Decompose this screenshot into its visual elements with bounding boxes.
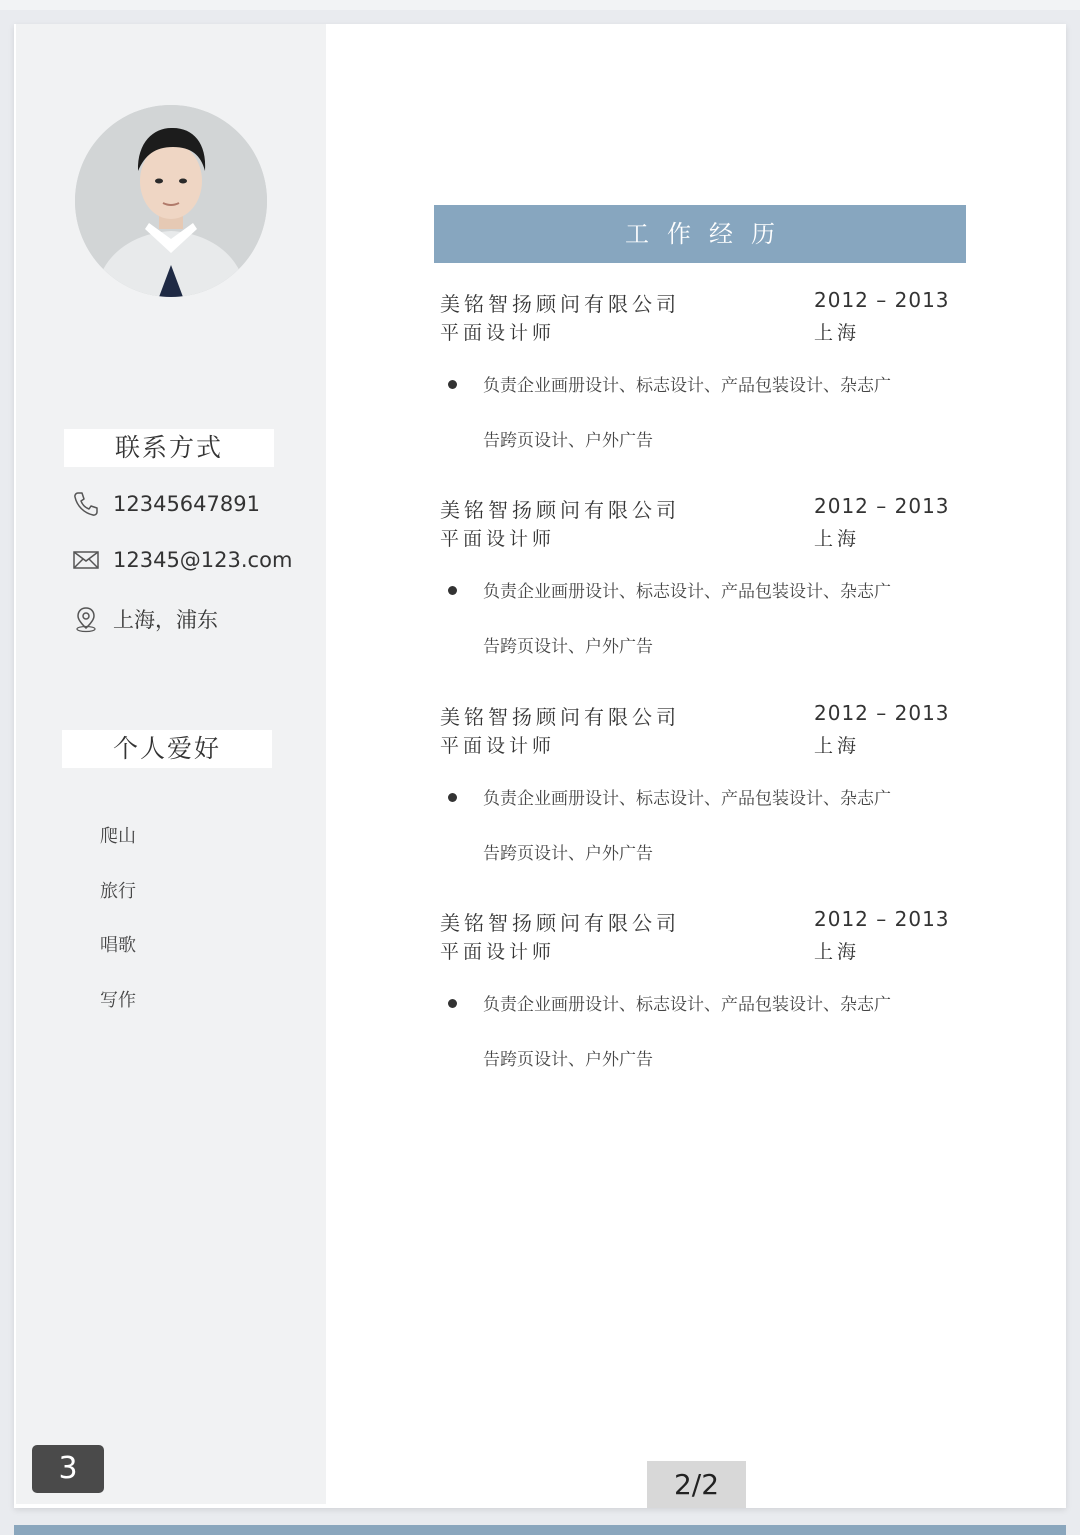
page-number-badge: 3 xyxy=(32,1445,104,1493)
resume-page xyxy=(14,24,1066,1508)
hobby-item: 写作 xyxy=(100,990,136,1011)
job-role: 平面设计师 xyxy=(440,735,556,757)
phone-icon xyxy=(71,489,101,519)
email-address: 12345@123.com xyxy=(113,548,293,572)
job-dates: 2012 – 2013 xyxy=(814,494,950,518)
hobby-item: 爬山 xyxy=(100,826,136,847)
job-role: 平面设计师 xyxy=(440,528,556,550)
company-name: 美铭智扬顾问有限公司 xyxy=(440,498,680,522)
bullet-dot xyxy=(448,793,457,802)
page-indicator[interactable]: 2/2 xyxy=(647,1461,746,1508)
job-entry xyxy=(440,907,960,1107)
job-city: 上海 xyxy=(814,322,861,344)
avatar-portrait xyxy=(75,105,267,297)
job-role: 平面设计师 xyxy=(440,322,556,344)
contact-phone xyxy=(71,489,260,519)
top-strip xyxy=(0,0,1080,10)
job-role: 平面设计师 xyxy=(440,941,556,963)
mail-icon xyxy=(71,545,101,575)
job-description-line: 告跨页设计、户外广告 xyxy=(483,431,653,451)
bullet-dot xyxy=(448,999,457,1008)
company-name: 美铭智扬顾问有限公司 xyxy=(440,705,680,729)
phone-number: 12345647891 xyxy=(113,492,260,516)
job-description-line: 告跨页设计、户外广告 xyxy=(483,637,653,657)
job-description-line: 负责企业画册设计、标志设计、产品包装设计、杂志广 xyxy=(483,995,891,1015)
company-name: 美铭智扬顾问有限公司 xyxy=(440,911,680,935)
hobbies-section-title: 个人爱好 xyxy=(62,730,272,768)
job-dates: 2012 – 2013 xyxy=(814,701,950,725)
avatar xyxy=(75,105,267,297)
job-dates: 2012 – 2013 xyxy=(814,907,950,931)
job-description-line: 告跨页设计、户外广告 xyxy=(483,1050,653,1070)
job-dates: 2012 – 2013 xyxy=(814,288,950,312)
job-description-line: 负责企业画册设计、标志设计、产品包装设计、杂志广 xyxy=(483,376,891,396)
contact-email xyxy=(71,545,292,575)
bullet-dot xyxy=(448,380,457,389)
location-text: 上海，浦东 xyxy=(113,608,218,632)
job-description-line: 负责企业画册设计、标志设计、产品包装设计、杂志广 xyxy=(483,582,891,602)
contact-section-title: 联系方式 xyxy=(64,429,274,467)
job-city: 上海 xyxy=(814,735,861,757)
job-description-line: 负责企业画册设计、标志设计、产品包装设计、杂志广 xyxy=(483,789,891,809)
job-city: 上海 xyxy=(814,941,861,963)
work-experience-title: 工作经历 xyxy=(434,205,966,263)
job-city: 上海 xyxy=(814,528,861,550)
location-icon xyxy=(71,604,101,634)
job-entry xyxy=(440,701,960,901)
hobby-item: 唱歌 xyxy=(100,935,136,956)
sidebar xyxy=(16,24,326,1504)
contact-location xyxy=(71,604,218,634)
job-entry xyxy=(440,494,960,694)
company-name: 美铭智扬顾问有限公司 xyxy=(440,292,680,316)
bottom-accent-strip xyxy=(14,1525,1066,1535)
bullet-dot xyxy=(448,586,457,595)
job-entry xyxy=(440,288,960,488)
job-description-line: 告跨页设计、户外广告 xyxy=(483,844,653,864)
hobby-item: 旅行 xyxy=(100,881,136,902)
